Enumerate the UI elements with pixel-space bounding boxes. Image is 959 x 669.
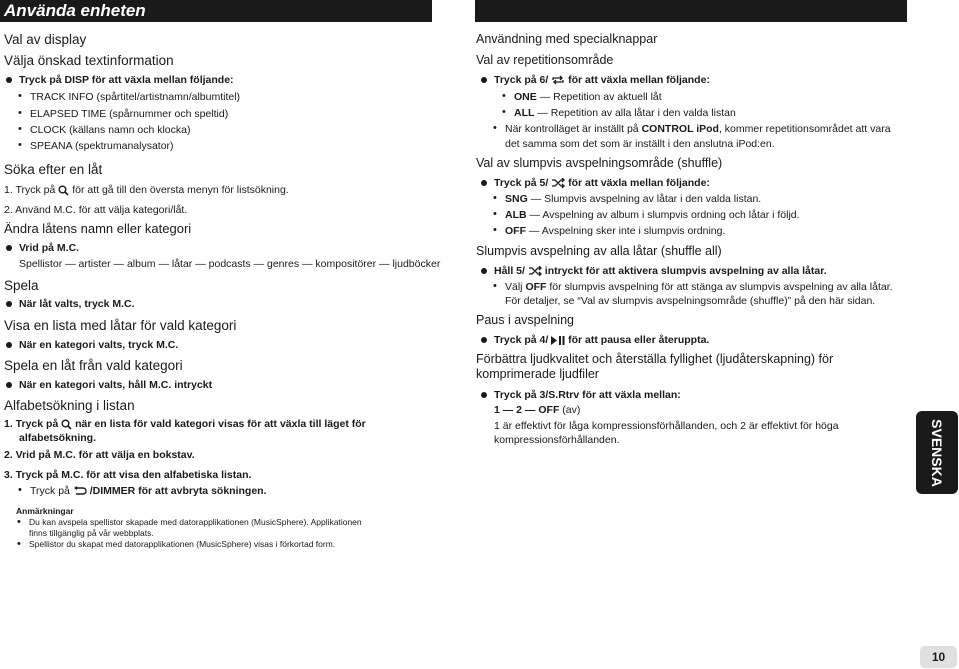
alpha-step-1-start: 1. Tryck på <box>4 418 59 430</box>
section-title-special-buttons: Användning med specialknappar <box>476 32 658 46</box>
search-step-1 <box>4 184 289 196</box>
sound-retriever-instruction: Tryck på 3/S.Rtrv för att växla mellan: <box>494 389 681 401</box>
section-title-change-name: Ändra låtens namn eller kategori <box>4 221 192 236</box>
subsection-title-repeat: Val av repetitionsområde <box>476 53 614 67</box>
shuffle-all-instruction <box>494 265 827 277</box>
section-title-alpha-search: Alfabetsökning i listan <box>4 398 135 413</box>
search-step-1-end: för att gå till den översta menyn för listsökning. <box>72 184 289 196</box>
seq-off-desc: (av) <box>559 404 581 416</box>
repeat-instruction <box>494 74 710 86</box>
search-icon <box>58 185 69 196</box>
shuffle-instruction-end: för att växla mellan följande: <box>568 177 710 189</box>
shuffle-all-note-a: Välj <box>505 281 523 293</box>
repeat-note <box>505 123 891 135</box>
play-category-instruction: När en kategori valts, håll M.C. intryckt <box>19 379 213 391</box>
repeat-note-c: , kommer repetitionsområdet att vara <box>718 123 891 135</box>
section-title-search: Söka efter en låt <box>4 162 103 177</box>
category-chain: Spellistor — artister — album — låtar — podcasts — genres — kompositörer — ljudböcker <box>19 258 441 270</box>
alpha-step-1-cont: alfabetsökning. <box>19 432 97 444</box>
back-icon <box>73 486 87 496</box>
subsection-title-text-info: Välja önskad textinformation <box>4 53 174 68</box>
repeat-one-label: ONE <box>514 91 537 103</box>
sound-retriever-text-2: kompressionsförhållanden. <box>494 434 620 446</box>
repeat-instruction-start: Tryck på 6/ <box>494 74 549 86</box>
cancel-search-end: /DIMMER för att avbryta sökningen. <box>89 485 267 497</box>
shuffle-all-end: intryckt för att aktivera slumpvis avspelning av alla låtar. <box>544 265 827 277</box>
repeat-option-all <box>514 107 736 119</box>
search-step-2: 2. Använd M.C. för att välja kategori/låt. <box>4 204 188 216</box>
section-title-shuffle: Val av slumpvis avspelningsområde (shuffle) <box>476 156 723 170</box>
display-option-track-info: • TRACK INFO (spårtitel/artistnamn/albumtitel) <box>30 91 240 103</box>
alb-label: ALB <box>505 209 527 221</box>
notes-title: Anmärkningar <box>16 506 74 516</box>
note-2: • Spellistor du skapat med datorapplikationen (MusicSphere) visas i förkortad form. <box>29 539 335 549</box>
shuffle-all-start: Håll 5/ <box>494 265 525 277</box>
seq-off: OFF <box>538 404 560 416</box>
cancel-search-start: Tryck på <box>30 485 70 497</box>
language-tab-label: SVENSKA <box>929 418 945 487</box>
section-title-play: Spela <box>4 278 39 293</box>
sound-retriever-sequence <box>494 404 580 416</box>
section-title-sound-retriever: Förbättra ljudkvalitet och återställa fyllighet (ljudåterskapning) för <box>476 352 834 366</box>
shuffle-all-note-cont: För detaljer, se “Val av slumpvis avspelningsområde (shuffle)” på den här sidan. <box>505 295 876 307</box>
shuffle-all-note-c: för slumpvis avspelning för att stänga av slumpvis avspelning av alla låtar. <box>549 281 893 293</box>
header-bar-right <box>475 0 907 22</box>
play-instruction: När låt valts, tryck M.C. <box>19 298 135 310</box>
pause-instruction <box>494 334 709 346</box>
alpha-step-3: 3. Tryck på M.C. för att visa den alfabetiska listan. <box>4 469 252 481</box>
section-title-shuffle-all: Slumpvis avspelning av alla låtar (shuffle all) <box>476 244 722 258</box>
cancel-search-note <box>30 485 267 497</box>
search-icon <box>61 419 72 430</box>
shuffle-option-alb <box>505 209 800 221</box>
section-title-sound-retriever-cont: komprimerade ljudfiler <box>476 367 599 381</box>
seq-numbers: 1 — 2 — <box>494 404 539 416</box>
language-tab <box>916 411 958 494</box>
display-option-clock: • CLOCK (källans namn och klocka) <box>30 124 190 136</box>
section-title-play-from-category: Spela en låt från vald kategori <box>4 358 183 373</box>
page-header-title: Använda enheten <box>0 0 432 22</box>
pause-instruction-start: Tryck på 4/ <box>494 334 549 346</box>
shuffle-option-off <box>505 225 725 237</box>
shuffle-all-note <box>505 281 893 293</box>
alb-text: — Avspelning av album i slumpvis ordning och låtar i följd. <box>529 209 800 221</box>
repeat-note-b: CONTROL iPod <box>641 123 719 135</box>
repeat-all-text: — Repetition av alla låtar i den valda listan <box>537 107 736 119</box>
search-step-1-start: 1. Tryck på <box>4 184 56 196</box>
rotate-mc-instruction: Vrid på M.C. <box>19 242 80 254</box>
pause-instruction-end: för att pausa eller återuppta. <box>568 334 710 346</box>
repeat-one-text: — Repetition av aktuell låt <box>539 91 662 103</box>
alpha-step-2: 2. Vrid på M.C. för att välja en bokstav. <box>4 449 195 461</box>
repeat-note-cont: det samma som det som är inställt i den anslutna iPod:en. <box>505 138 775 150</box>
display-option-speana: • SPEANA (spektrumanalysator) <box>30 140 174 152</box>
alpha-step-1-end: när en lista för vald kategori visas för att växla till läget för <box>75 418 366 430</box>
off-label: OFF <box>505 225 526 237</box>
sng-text: — Slumpvis avspelning av låtar i den valda listan. <box>530 193 762 205</box>
repeat-icon <box>551 75 565 85</box>
section-title-pause: Paus i avspelning <box>476 313 574 327</box>
shuffle-all-note-b: OFF <box>525 281 547 293</box>
display-option-elapsed-time: • ELAPSED TIME (spårnummer och speltid) <box>30 108 228 120</box>
section-title-display: Val av display <box>4 32 87 47</box>
repeat-option-one <box>514 91 662 103</box>
note-1-line-1: • Du kan avspela spellistor skapade med datorapplikationen (MusicSphere). Applikationen <box>29 517 362 527</box>
play-pause-icon <box>551 336 565 345</box>
off-text: — Avspelning sker inte i slumpvis ordning. <box>528 225 726 237</box>
shuffle-icon <box>551 178 565 188</box>
sound-retriever-text-1: 1 är effektivt för låga kompressionsförhållanden, och 2 är effektivt för höga <box>494 420 839 432</box>
sng-label: SNG <box>505 193 528 205</box>
shuffle-option-sng <box>505 193 761 205</box>
disp-instruction: Tryck på DISP för att växla mellan följande: <box>19 74 234 86</box>
shuffle-instruction-start: Tryck på 5/ <box>494 177 549 189</box>
note-1-line-2: finns tillgänglig på vår webbplats. <box>29 528 154 538</box>
alpha-step-1 <box>4 418 424 430</box>
shuffle-icon <box>528 266 542 276</box>
page-number: 10 <box>920 646 957 668</box>
repeat-instruction-end: för att växla mellan följande: <box>568 74 710 86</box>
repeat-note-a: När kontrolläget är inställt på <box>505 123 639 135</box>
repeat-all-label: ALL <box>514 107 535 119</box>
section-title-show-list: Visa en lista med låtar för vald kategori <box>4 318 237 333</box>
shuffle-instruction <box>494 177 710 189</box>
show-list-instruction: När en kategori valts, tryck M.C. <box>19 339 179 351</box>
